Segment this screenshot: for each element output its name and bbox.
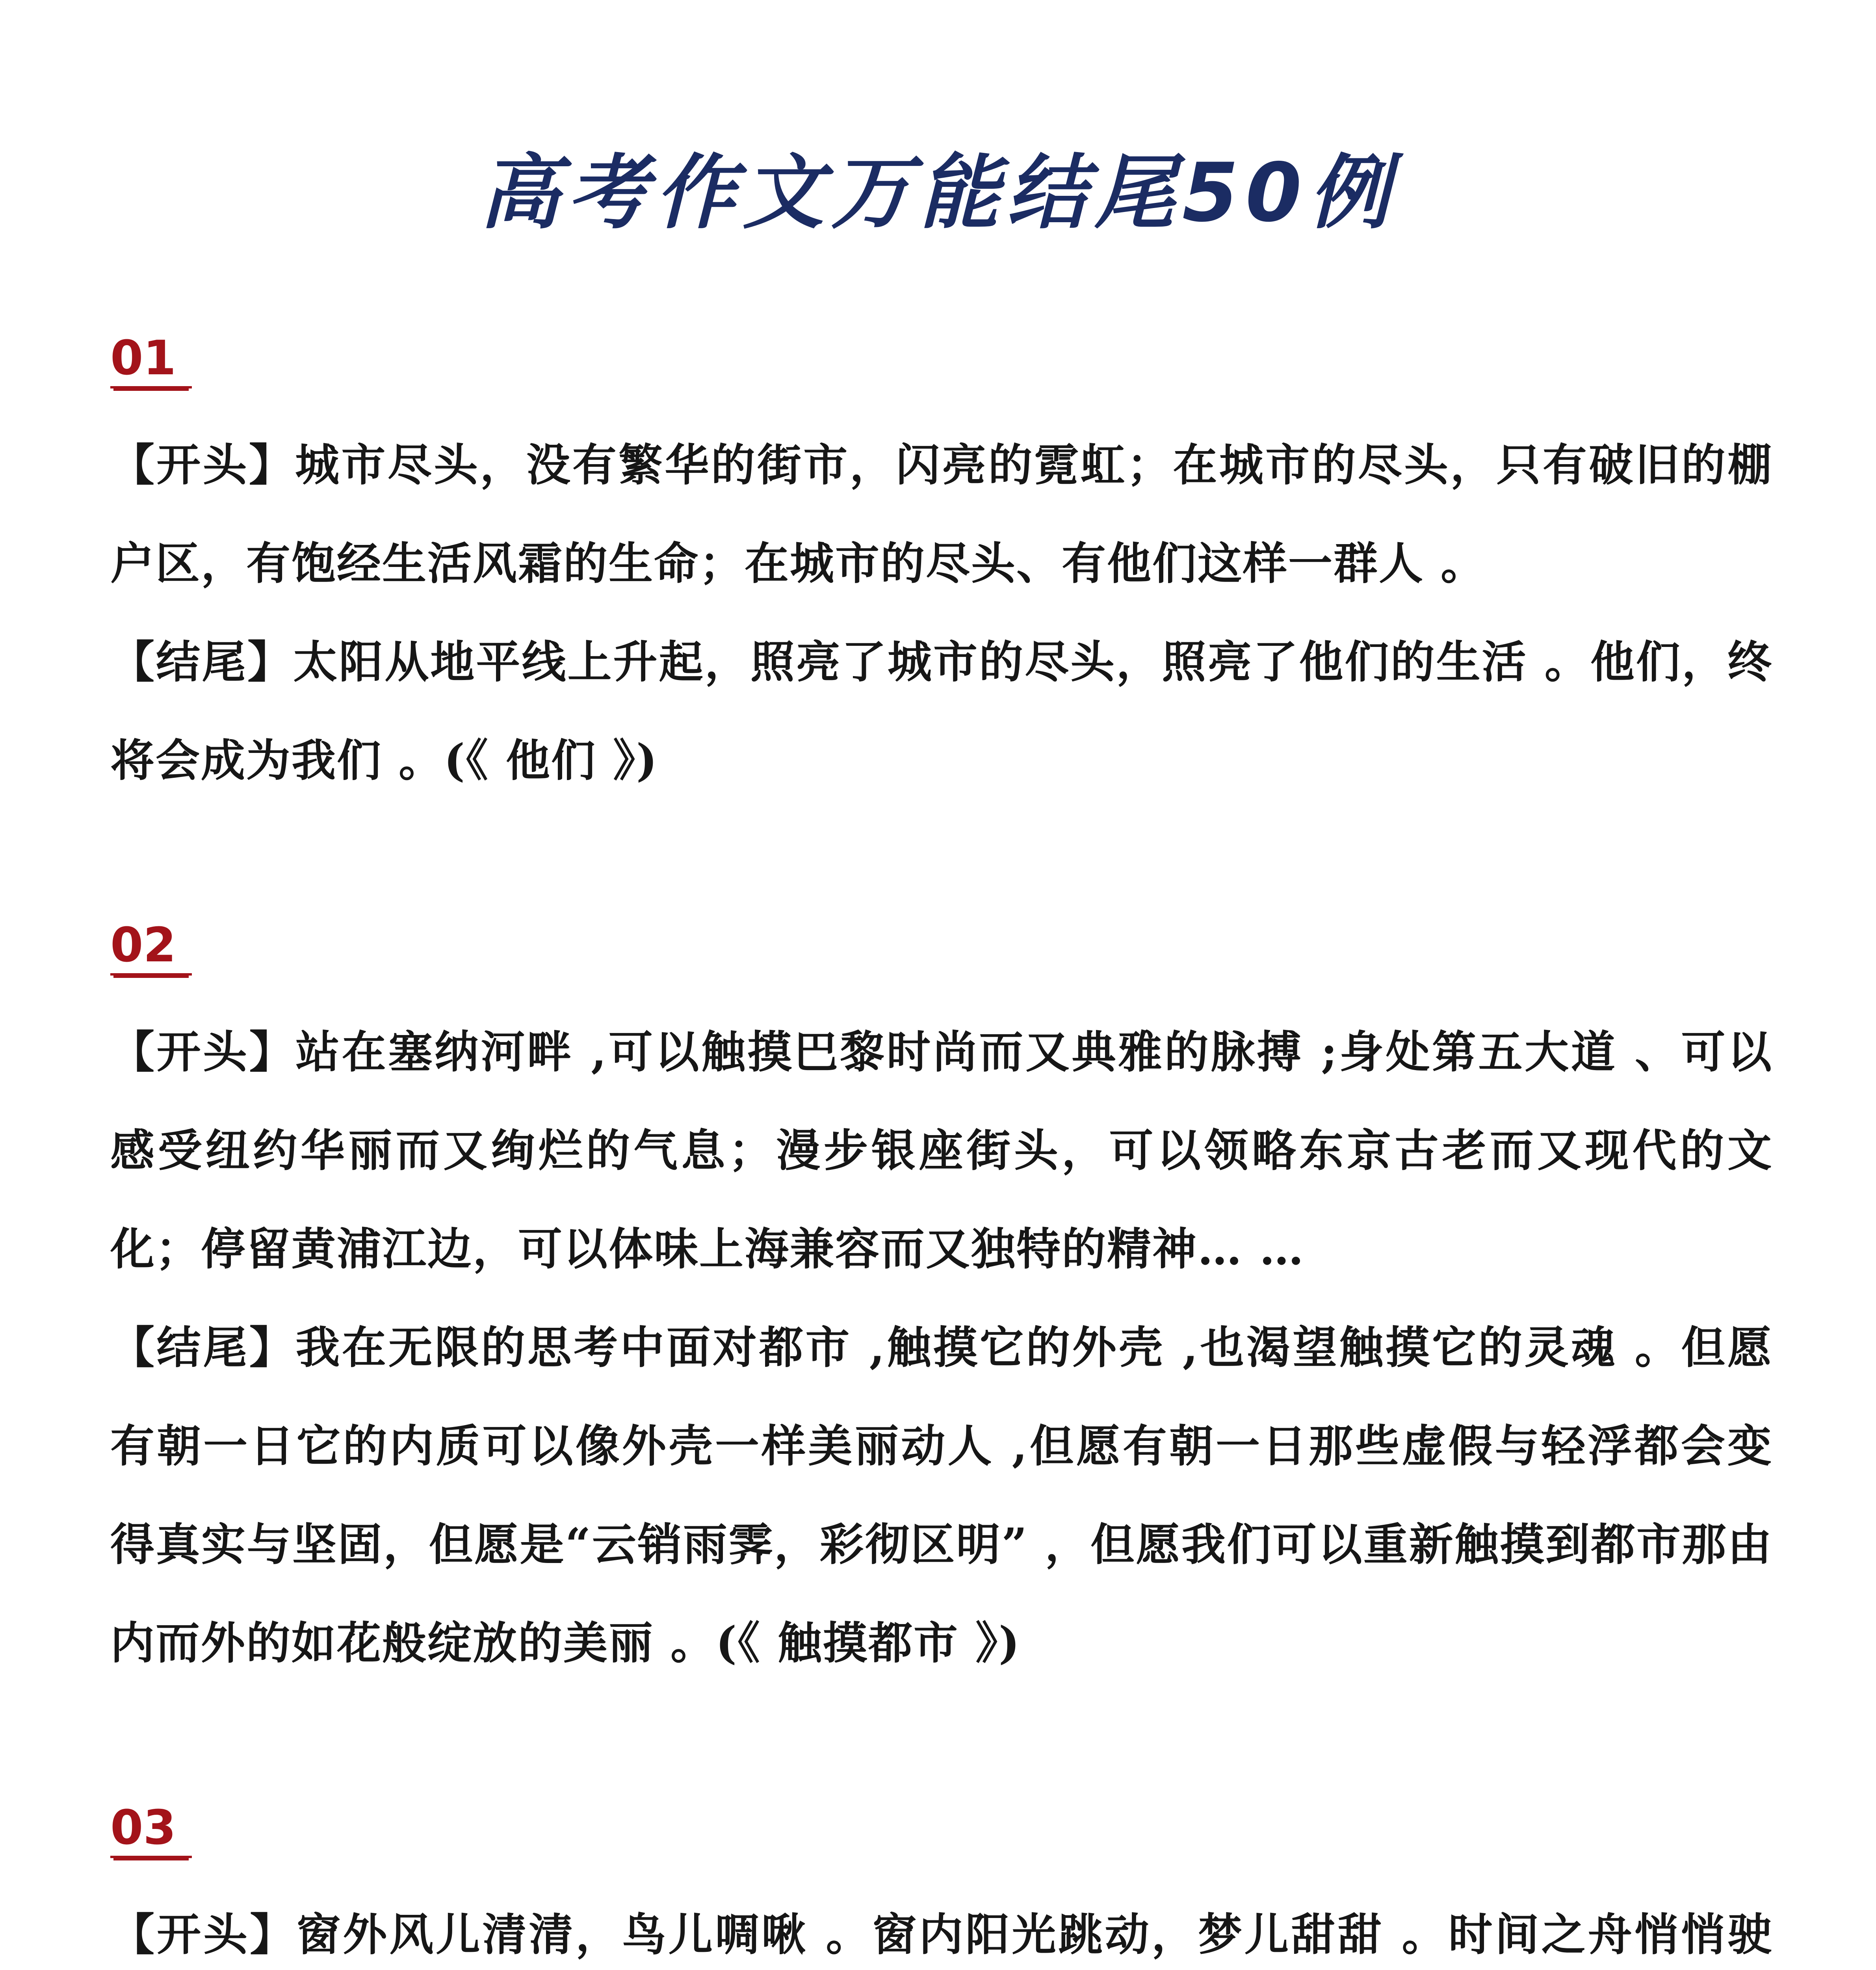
opening-text: 城市尽头，没有繁华的街市，闪亮的霓虹；在城市的尽头，只有破旧的棚户区，有饱经生活风霜的生命；在城市的尽头、有他们这样一群人 。 — [110, 439, 1773, 589]
opening-text: 站在塞纳河畔 ,可以触摸巴黎时尚而又典雅的脉搏 ;身处第五大道 、可以感受纽约华丽而又绚烂的气息；漫步银座街头，可以领略东京古老而又现代的文化；停留黄浦江边，可以体味上海兼容而又独特的精神… … — [110, 1026, 1773, 1275]
opening-tag: 【开头】 — [110, 1909, 297, 1961]
ending-tag: 【结尾】 — [110, 1322, 296, 1373]
page-title: 高考作文万能结尾50例 — [479, 146, 1397, 240]
section-number: 02 — [110, 918, 192, 976]
opening-tag: 【开头】 — [110, 1026, 296, 1078]
section-number: 03 — [110, 1801, 192, 1858]
section-number: 01 — [110, 331, 192, 388]
section-02 — [110, 918, 1773, 1693]
opening-text: 窗外风儿清清，鸟儿啁啾 。窗内阳光跳动，梦儿甜甜 。时间之舟悄悄驶 — [296, 1909, 1773, 1961]
opening-tag: 【开头】 — [110, 439, 295, 491]
ending-text: 太阳从地平线上升起，照亮了城市的尽头，照亮了他们的生活 。他们，终将会成为我们 。(《 他们 》) — [110, 636, 1773, 786]
ending-paragraph — [110, 613, 1773, 810]
ending-paragraph — [110, 1299, 1773, 1693]
ending-text: 我在无限的思考中面对都市 ,触摸它的外壳 ,也渴望触摸它的灵魂 。但愿有朝一日它的内质可以像外壳一样美丽动人 ,但愿有朝一日那些虚假与轻浮都会变得真实与坚固，但愿是“云销雨霁，彩彻区明” ，但愿我们可以重新触摸到都市那由内而外的如花般绽放的美丽 。(《 触摸都市 》) — [110, 1322, 1773, 1669]
ending-tag: 【结尾】 — [110, 636, 293, 688]
section-03 — [110, 1801, 1773, 1970]
opening-paragraph — [110, 1003, 1773, 1299]
opening-paragraph — [110, 416, 1773, 613]
section-01 — [110, 331, 1773, 810]
opening-paragraph — [110, 1886, 1773, 1970]
